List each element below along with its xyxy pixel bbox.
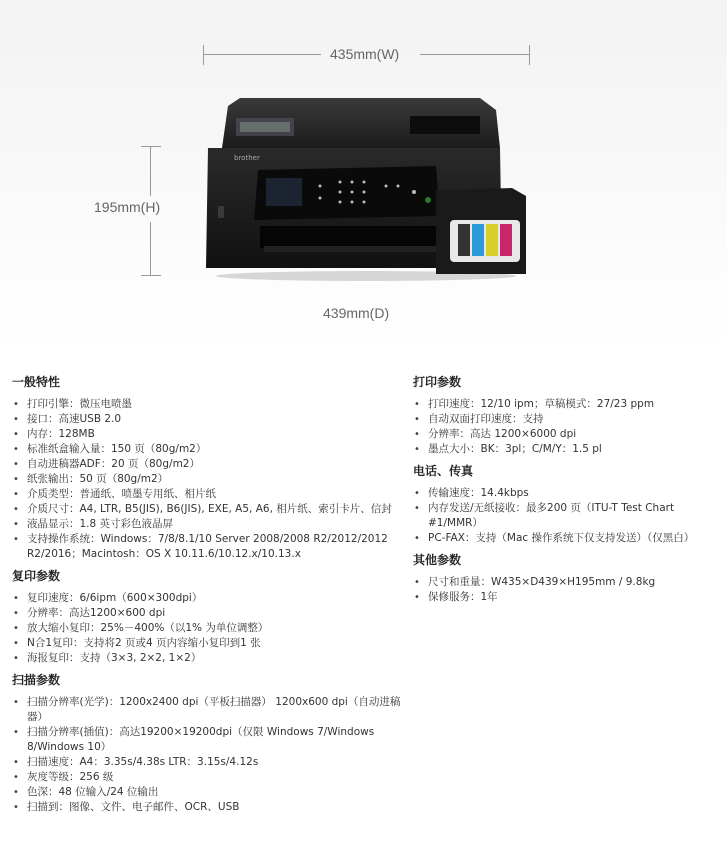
spec-item: • 内存：128MB bbox=[12, 427, 402, 442]
spec-item: • 色深：48 位输入/24 位输出 bbox=[12, 785, 402, 800]
spec-item: • 分辨率：高达1200×600 dpi bbox=[12, 606, 402, 621]
spec-item: • 介质尺寸：A4, LTR, B5(JIS), B6(JIS), EXE, A5, A6, 相片纸、索引卡片、信封 bbox=[12, 502, 402, 517]
spec-item: • 分辨率：高达 1200×6000 dpi bbox=[413, 427, 725, 442]
specs-right-column bbox=[413, 368, 725, 611]
spec-item: • 自动双面打印速度：支持 bbox=[413, 412, 725, 427]
height-line-top bbox=[150, 146, 151, 196]
depth-label: 439mm(D) bbox=[323, 305, 390, 321]
spec-item: • 尺寸和重量：W435×D439×H195mm / 9.8kg bbox=[413, 575, 725, 590]
section-title-copy: 复印参数 bbox=[12, 569, 61, 583]
spec-item: • 自动进稿器ADF：20 页（80g/m2） bbox=[12, 457, 402, 472]
height-marker-top bbox=[141, 146, 161, 147]
section-title-general: 一般特性 bbox=[12, 375, 61, 389]
specs-left-column bbox=[12, 368, 402, 821]
section-title-scan: 扫描参数 bbox=[12, 673, 61, 687]
fax-specs-list bbox=[413, 486, 725, 546]
scan-specs-list bbox=[12, 695, 402, 815]
print-specs-list bbox=[413, 397, 725, 457]
spec-item: • 扫描分辨率(插值)：高达19200×19200dpi（仅限 Windows 7/Windows 8/Windows 10） bbox=[12, 725, 402, 755]
height-line-bottom bbox=[150, 222, 151, 275]
spec-item: • 标准纸盒输入量：150 页（80g/m2） bbox=[12, 442, 402, 457]
height-label: 195mm(H) bbox=[94, 199, 161, 215]
printer-image bbox=[200, 96, 532, 282]
spec-item: • 纸张输出：50 页（80g/m2） bbox=[12, 472, 402, 487]
spec-item: • 放大缩小复印：25%－400%（以1% 为单位调整） bbox=[12, 621, 402, 636]
section-title-print: 打印参数 bbox=[413, 375, 462, 389]
width-line-left bbox=[203, 54, 321, 55]
general-specs-list bbox=[12, 397, 402, 562]
spec-item: • 海报复印：支持（3×3, 2×2, 1×2） bbox=[12, 651, 402, 666]
spec-item: • 灰度等级：256 级 bbox=[12, 770, 402, 785]
section-title-fax: 电话、传真 bbox=[413, 464, 474, 478]
spec-item: • 扫描分辨率(光学)：1200x2400 dpi（平板扫描器） 1200x600 dpi（自动进稿器） bbox=[12, 695, 402, 725]
spec-item: • 扫描到：图像、文件、电子邮件、OCR、USB bbox=[12, 800, 402, 815]
spec-item: • 打印引擎：微压电喷墨 bbox=[12, 397, 402, 412]
width-line-right bbox=[420, 54, 529, 55]
product-hero bbox=[0, 0, 727, 352]
spec-item: • PC-FAX：支持（Mac 操作系统下仅支持发送）（仅黑白） bbox=[413, 531, 725, 546]
copy-specs-list bbox=[12, 591, 402, 666]
spec-item: • 保修服务：1年 bbox=[413, 590, 725, 605]
spec-item: • 传输速度：14.4kbps bbox=[413, 486, 725, 501]
spec-item: • 打印速度：12/10 ipm；草稿模式：27/23 ppm bbox=[413, 397, 725, 412]
spec-item: • N合1复印：支持将2 页或4 页内容缩小复印到1 张 bbox=[12, 636, 402, 651]
spec-item: • 支持操作系统：Windows：7/8/8.1/10 Server 2008/2008 R2/2012/2012 R2/2016；Macintosh：OS X 10.11.6/10.12.x/10.13.x bbox=[12, 532, 402, 562]
spec-item: • 复印速度：6/6ipm（600×300dpi） bbox=[12, 591, 402, 606]
width-marker-right bbox=[529, 45, 530, 65]
height-marker-bottom bbox=[141, 275, 161, 276]
width-label: 435mm(W) bbox=[330, 46, 400, 62]
spec-item: • 液晶显示：1.8 英寸彩色液晶屏 bbox=[12, 517, 402, 532]
spec-item: • 墨点大小：BK：3pl；C/M/Y：1.5 pl bbox=[413, 442, 725, 457]
spec-item: • 接口：高速USB 2.0 bbox=[12, 412, 402, 427]
spec-item: • 扫描速度：A4：3.35s/4.38s LTR：3.15s/4.12s bbox=[12, 755, 402, 770]
printer-brand-logo: brother bbox=[234, 154, 260, 162]
spec-item: • 内存发送/无纸接收：最多200 页（ITU-T Test Chart #1/MMR） bbox=[413, 501, 725, 531]
other-specs-list bbox=[413, 575, 725, 605]
spec-item: • 介质类型：普通纸、喷墨专用纸、相片纸 bbox=[12, 487, 402, 502]
width-marker-left bbox=[203, 45, 204, 65]
section-title-other: 其他参数 bbox=[413, 553, 462, 567]
